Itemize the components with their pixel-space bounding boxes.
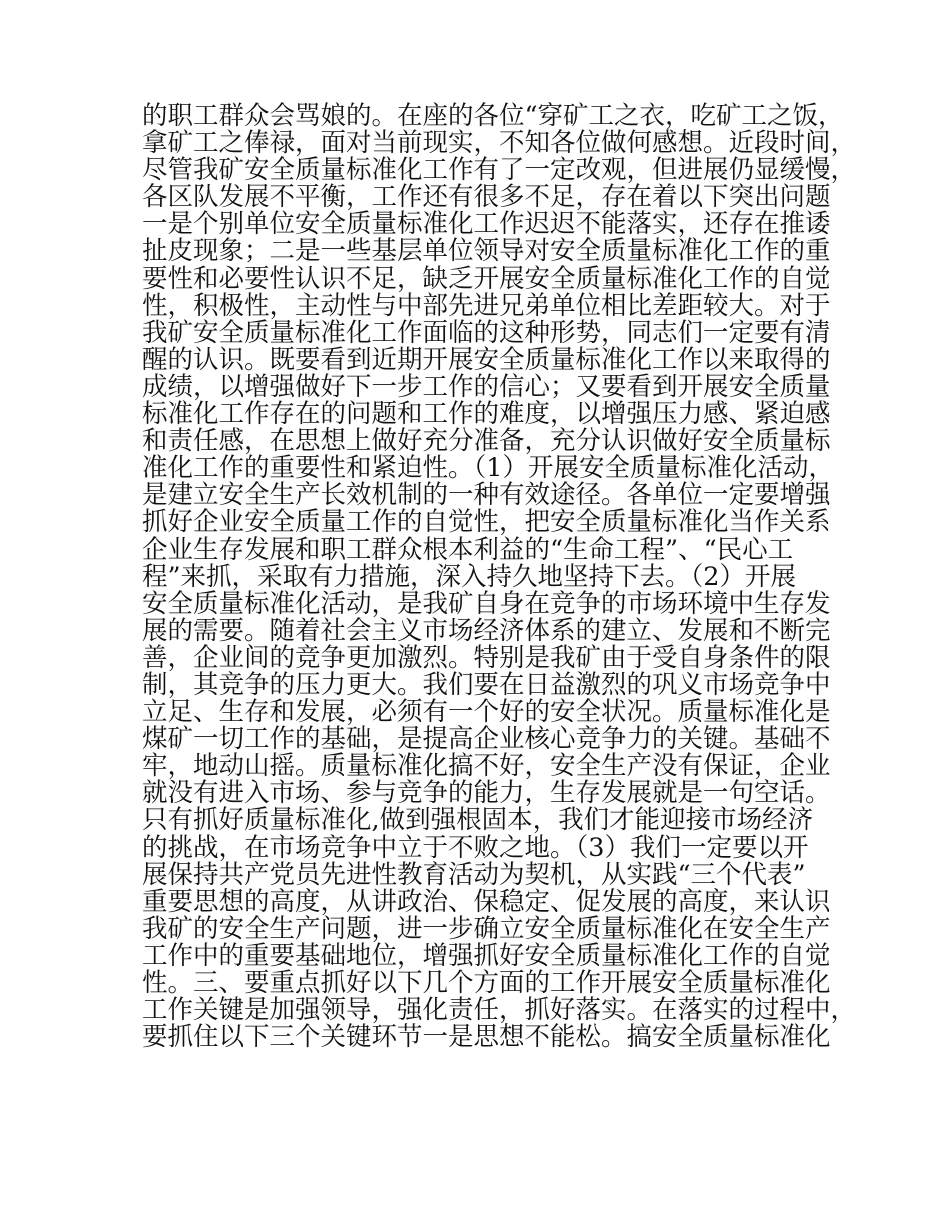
text-line: 是建立安全生产长效机制的一种有效途径。各单位一定要增强 [142, 480, 831, 511]
text-line: 程”来抓，采取有力措施，深入持久地坚持下去。（2）开展 [142, 561, 797, 592]
text-line: 展的需要。随着社会主义市场经济体系的建立、发展和不断完 [142, 615, 831, 646]
text-line: 要抓住以下三个关键环节一是思想不能松。搞安全质量标准化 [142, 1022, 831, 1053]
text-line: 立足、生存和发展，必须有一个好的安全状况。质量标准化是 [142, 697, 831, 728]
text-line: 一是个别单位安全质量标准化工作迟迟不能落实，还存在推诿 [142, 209, 831, 240]
body-text [142, 101, 857, 1053]
text-line: 标准化工作存在的问题和工作的难度，以增强压力感、紧迫感 [142, 399, 831, 430]
text-line: 醒的认识。既要看到近期开展安全质量标准化工作以来取得的 [142, 344, 831, 375]
text-line: 善，企业间的竞争更加激烈。特别是我矿由于受自身条件的限 [142, 642, 831, 673]
text-line: 成绩，以增强做好下一步工作的信心；又要看到开展安全质量 [142, 371, 831, 402]
text-line: 牢，地动山摇。质量标准化搞不好，安全生产没有保证，企业 [142, 751, 831, 782]
text-line: 只有抓好质量标准化,做到强根固本，我们才能迎接市场经济 [142, 805, 814, 836]
text-line: 就没有进入市场、参与竞争的能力，生存发展就是一句空话。 [142, 778, 831, 809]
text-line: 工作关键是加强领导，强化责任，抓好落实。在落实的过程中， [142, 995, 857, 1026]
text-line: 性，积极性，主动性与中部先进兄弟单位相比差距较大。对于 [142, 290, 831, 321]
text-line: 抓好企业安全质量工作的自觉性，把安全质量标准化当作关系 [142, 507, 831, 538]
text-line: 我矿的安全生产问题，进一步确立安全质量标准化在安全生产 [142, 913, 831, 944]
text-line: 制，其竞争的压力更大。我们要在日益激烈的巩义市场竞争中 [142, 669, 831, 700]
text-line: 煤矿一切工作的基础，是提高企业核心竞争力的关键。基础不 [142, 724, 831, 755]
text-line: 展保持共产党员先进性教育活动为契机，从实践“三个代表” [142, 859, 806, 890]
text-line: 扯皮现象；二是一些基层单位领导对安全质量标准化工作的重 [142, 236, 831, 267]
text-line: 企业生存发展和职工群众根本利益的“生命工程”、“民心工 [142, 534, 794, 565]
text-line: 尽管我矿安全质量标准化工作有了一定改观，但进展仍显缓慢， [142, 155, 857, 186]
text-line: 安全质量标准化活动，是我矿自身在竞争的市场环境中生存发 [142, 588, 831, 619]
text-line: 和责任感，在思想上做好充分准备，充分认识做好安全质量标 [142, 426, 831, 457]
text-line: 各区队发展不平衡，工作还有很多不足，存在着以下突出问题 [142, 182, 831, 213]
text-line: 重要思想的高度，从讲政治、保稳定、促发展的高度，来认识 [142, 886, 831, 917]
text-line: 性。三、要重点抓好以下几个方面的工作开展安全质量标准化 [142, 968, 831, 998]
text-line: 的挑战，在市场竞争中立于不败之地。（3）我们一定要以开 [142, 832, 809, 863]
text-line: 的职工群众会骂娘的。在座的各位“穿矿工之衣，吃矿工之饭， [142, 101, 844, 131]
text-line: 我矿安全质量标准化工作面临的这种形势，同志们一定要有清 [142, 317, 831, 348]
text-line: 拿矿工之俸禄，面对当前现实，不知各位做何感想。近段时间， [142, 128, 857, 159]
text-line: 工作中的重要基础地位，增强抓好安全质量标准化工作的自觉 [142, 940, 831, 971]
text-line: 要性和必要性认识不足，缺乏开展安全质量标准化工作的自觉 [142, 263, 831, 294]
text-line: 准化工作的重要性和紧迫性。（1）开展安全质量标准化活动， [142, 453, 834, 484]
